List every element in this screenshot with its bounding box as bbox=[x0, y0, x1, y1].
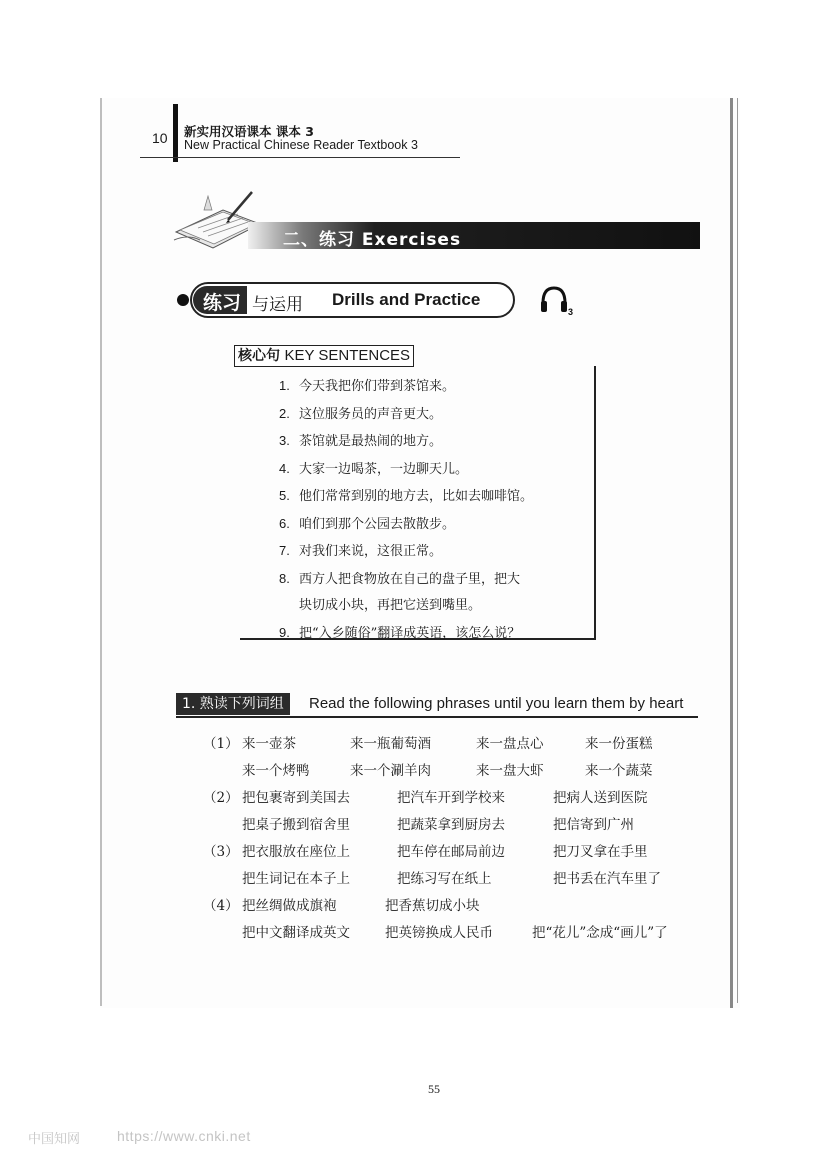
phrase: 把车停在邮局前边 bbox=[397, 844, 505, 860]
page-number: 55 bbox=[428, 1082, 440, 1096]
drills-label-en: Drills and Practice bbox=[332, 290, 481, 309]
phrase: 把刀叉拿在手里 bbox=[553, 844, 648, 860]
item-text: 今天我把你们带到茶馆来。 bbox=[299, 379, 456, 394]
phrase: 来一壶茶 bbox=[242, 736, 296, 752]
key-sentence-item bbox=[279, 511, 533, 539]
phrase: 把蔬菜拿到厨房去 bbox=[397, 817, 505, 833]
item-number: 8. bbox=[279, 570, 290, 586]
phrase: 来一个烤鸭 bbox=[242, 763, 310, 779]
header-rule bbox=[140, 157, 460, 158]
key-sentence-item bbox=[279, 483, 533, 511]
item-number: 3. bbox=[279, 433, 290, 448]
item-number: 5. bbox=[279, 488, 290, 503]
group-label: （1） bbox=[203, 736, 239, 752]
phrase: 把香蕉切成小块 bbox=[385, 898, 480, 914]
phrase: 把桌子搬到宿舍里 bbox=[242, 817, 350, 833]
item-text: 他们常常到别的地方去，比如去咖啡馆。 bbox=[299, 489, 534, 504]
headphones-icon bbox=[540, 283, 574, 317]
scan-edge-right bbox=[730, 98, 733, 1008]
item-text-continued: 块切成小块，再把它送到嘴里。 bbox=[299, 598, 482, 613]
scan-edge-left bbox=[100, 98, 102, 1006]
watermark-cn: 中国知网 bbox=[28, 1132, 81, 1147]
item-number: 7. bbox=[279, 543, 290, 558]
key-sentence-item bbox=[279, 456, 533, 484]
item-text: 咱们到那个公园去散散步。 bbox=[299, 516, 456, 532]
group-label: （4） bbox=[203, 898, 239, 914]
key-sentence-item bbox=[279, 566, 533, 620]
phrase: 把“花儿”念成“画儿”了 bbox=[532, 925, 668, 941]
phrase: 把英镑换成人民币 bbox=[385, 925, 493, 941]
watermark-url: https://www.cnki.net bbox=[117, 1128, 251, 1144]
key-sentences-label-en: KEY SENTENCES bbox=[284, 347, 411, 364]
audio-track-number: 3 bbox=[568, 307, 574, 317]
phrase: 把衣服放在座位上 bbox=[242, 844, 350, 860]
item-number: 1. bbox=[279, 378, 290, 393]
drills-label-cn: 与运用 bbox=[252, 295, 303, 315]
phrase: 把练习写在纸上 bbox=[397, 871, 492, 887]
key-sentence-item bbox=[279, 373, 533, 401]
item-text: 这位服务员的声音更大。 bbox=[299, 406, 443, 422]
key-sentence-item bbox=[279, 620, 533, 648]
key-sentences-label-cn: 核心句 bbox=[238, 348, 280, 364]
phrase: 来一盘大虾 bbox=[476, 763, 544, 779]
phrase: 来一瓶葡萄酒 bbox=[350, 736, 431, 752]
item-text: 对我们来说，这很正常。 bbox=[299, 544, 443, 559]
exercise1-instruction: Read the following phrases until you learn them by heart bbox=[309, 695, 684, 712]
item-number: 4. bbox=[279, 460, 290, 476]
phrase: 把丝绸做成旗袍 bbox=[242, 898, 337, 914]
phrase: 把中文翻译成英文 bbox=[242, 925, 350, 941]
item-number: 9. bbox=[279, 624, 290, 640]
key-sentence-item bbox=[279, 401, 533, 429]
phrase: 来一份蛋糕 bbox=[585, 736, 653, 752]
header-book-title-en: New Practical Chinese Reader Textbook 3 bbox=[184, 138, 418, 152]
phrase: 来一盘点心 bbox=[476, 736, 544, 752]
phrase: 把信寄到广州 bbox=[553, 817, 634, 833]
key-sentences-label bbox=[234, 345, 414, 367]
exercises-title: 二、练习 Exercises bbox=[283, 230, 462, 250]
phrase: 把生词记在本子上 bbox=[242, 871, 350, 887]
item-number: 6. bbox=[279, 515, 290, 531]
group-label: （2） bbox=[203, 790, 239, 806]
header-book-title-cn: 新实用汉语课本 课本 3 bbox=[184, 124, 314, 139]
key-sentences-list bbox=[279, 373, 533, 647]
phrase: 把包裹寄到美国去 bbox=[242, 790, 350, 806]
item-number: 2. bbox=[279, 405, 290, 421]
exercise1-tag: 1. 熟读下列词组 bbox=[176, 693, 290, 715]
group-label: （3） bbox=[203, 844, 239, 860]
header-bar bbox=[173, 104, 178, 162]
header-page-number: 10 bbox=[152, 130, 168, 146]
item-text: 西方人把食物放在自己的盘子里，把大 bbox=[299, 571, 521, 587]
key-sentence-item bbox=[279, 538, 533, 566]
scan-edge-right-line bbox=[737, 98, 738, 1003]
exercise1-rule bbox=[176, 716, 698, 718]
phrase: 把书丢在汽车里了 bbox=[553, 871, 661, 887]
phrase: 把病人送到医院 bbox=[553, 790, 648, 806]
phrase: 把汽车开到学校来 bbox=[397, 790, 505, 806]
bullet-dot-icon bbox=[177, 294, 189, 306]
key-sentence-item bbox=[279, 428, 533, 456]
item-text: 把“入乡随俗”翻译成英语，该怎么说？ bbox=[299, 625, 521, 641]
item-text: 大家一边喝茶，一边聊天儿。 bbox=[299, 461, 469, 477]
phrase: 来一个涮羊肉 bbox=[350, 763, 431, 779]
drills-label-cn-bold: 练习 bbox=[203, 292, 242, 314]
item-text: 茶馆就是最热闹的地方。 bbox=[299, 434, 443, 449]
phrase: 来一个蔬菜 bbox=[585, 763, 653, 779]
